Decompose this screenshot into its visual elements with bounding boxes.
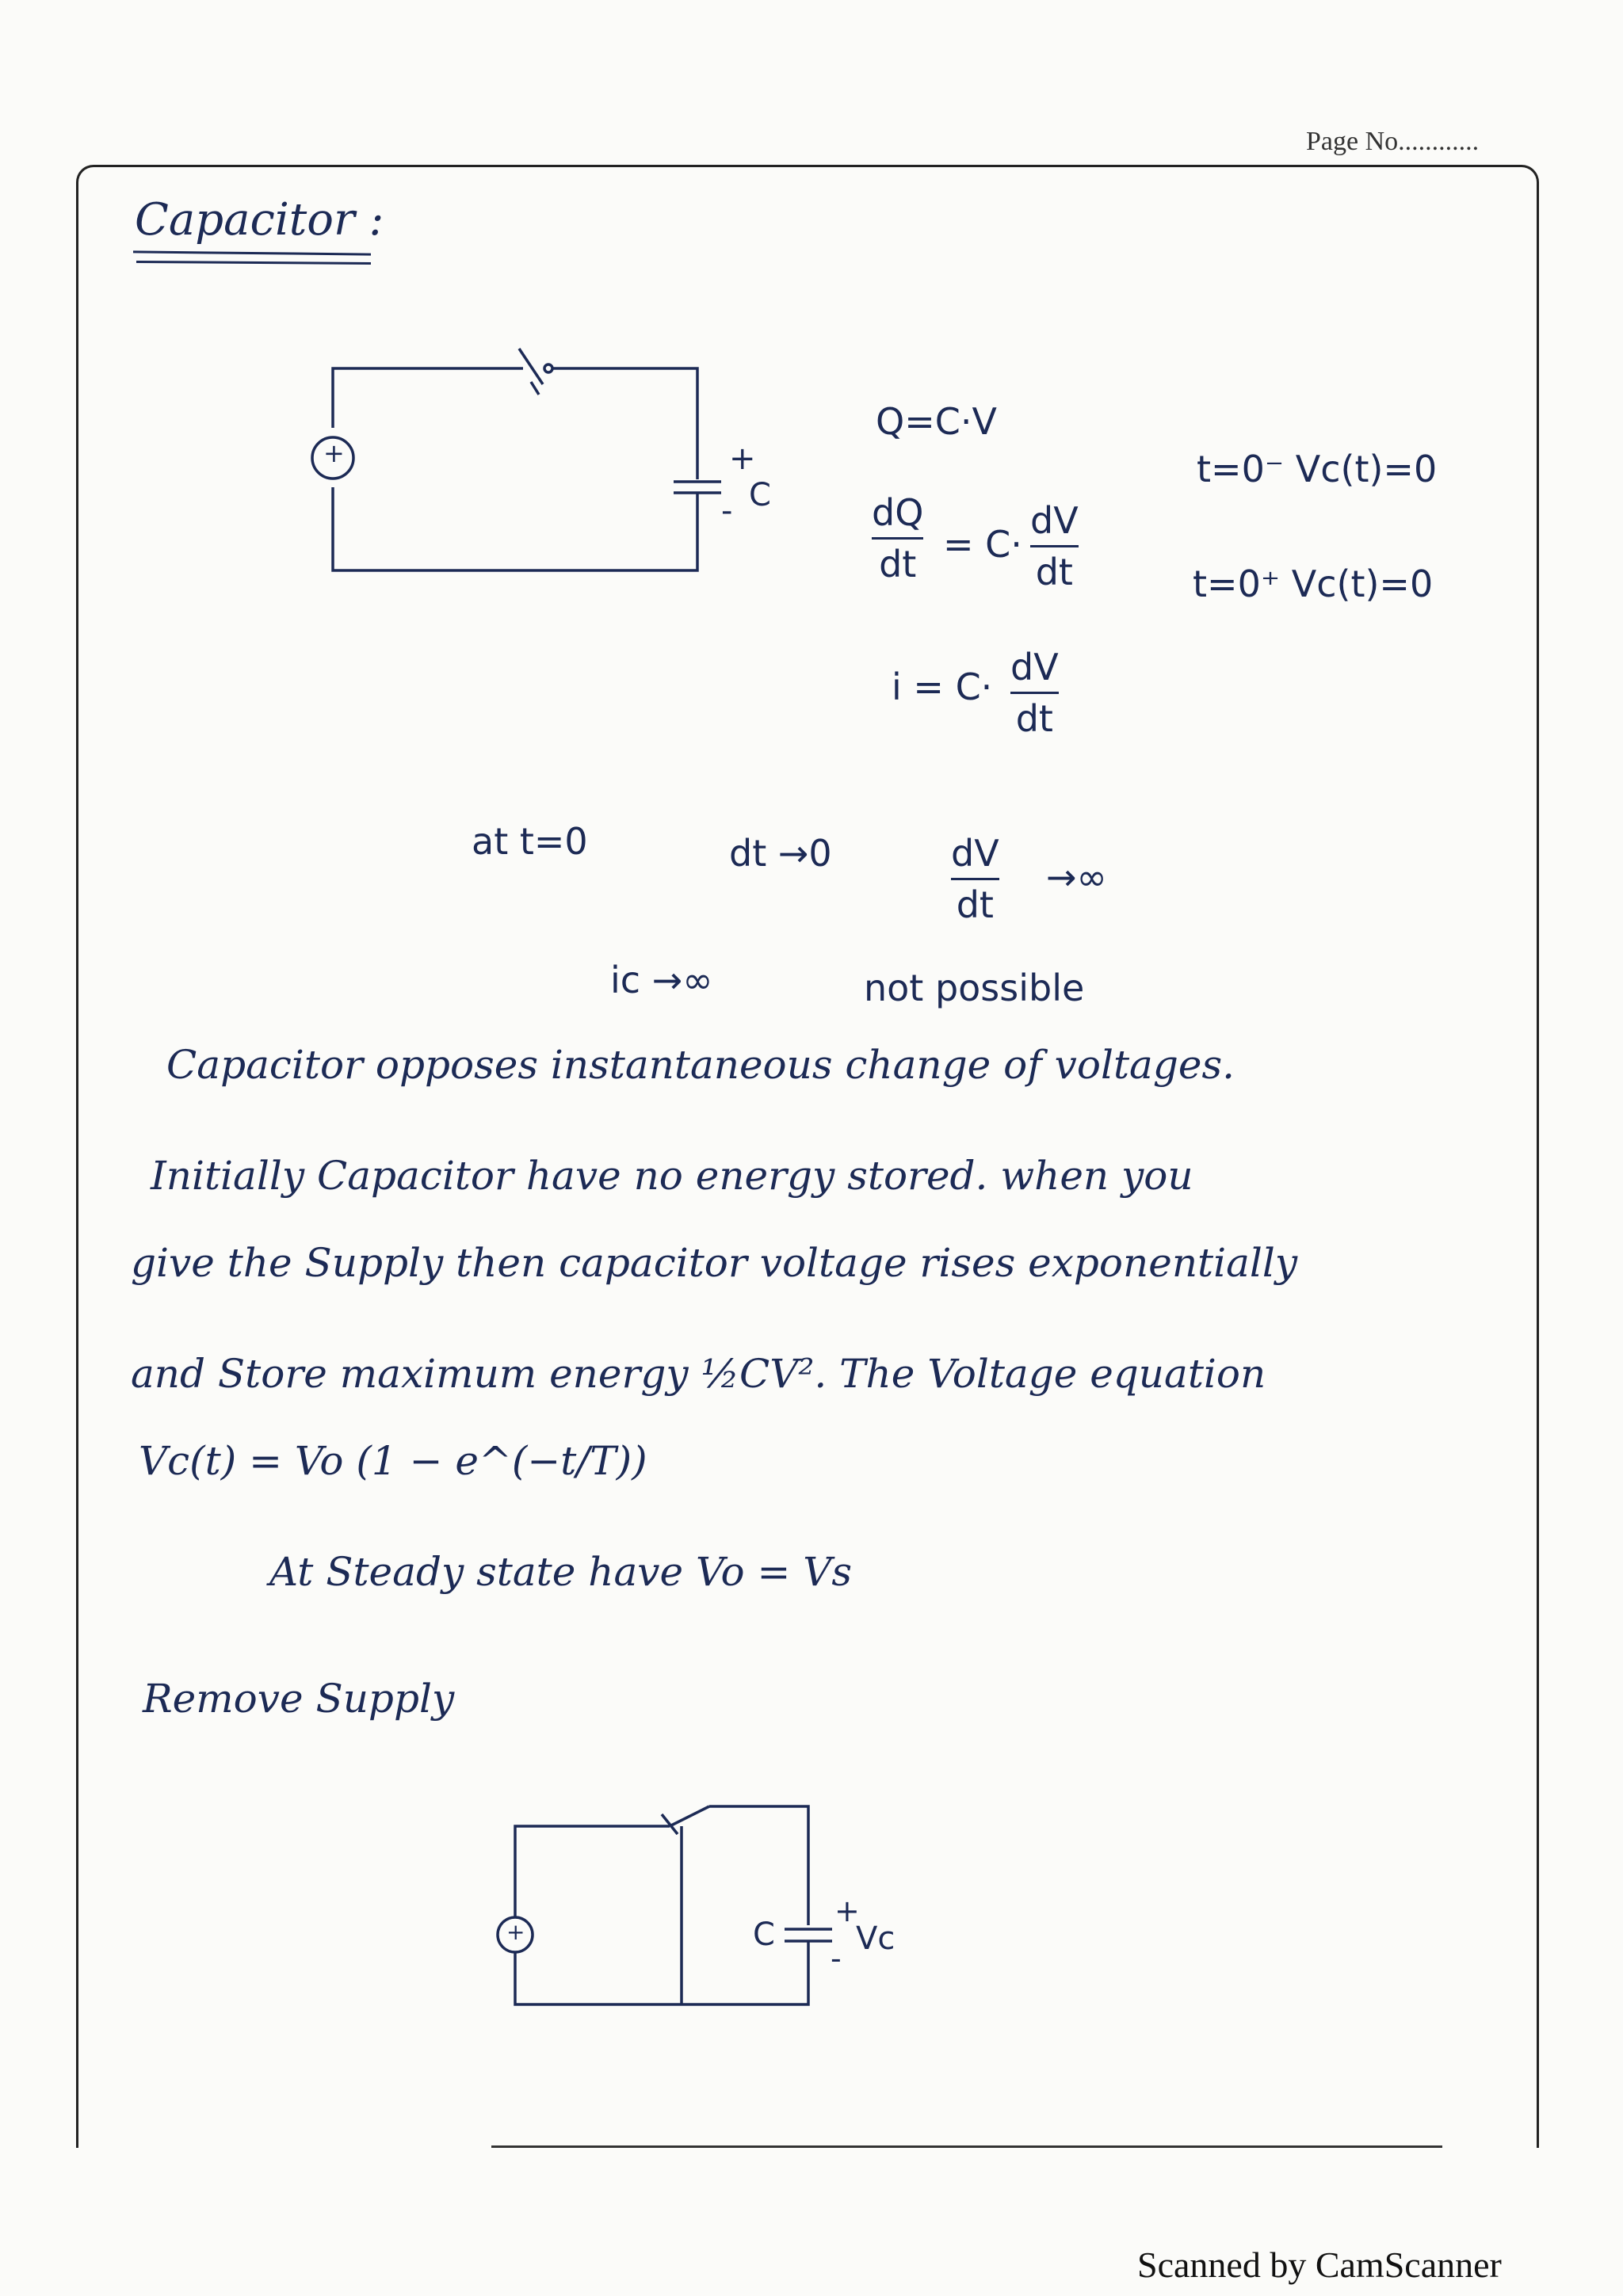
eq-ic-to-infinity: ic →∞ xyxy=(610,959,713,1001)
eq-t-zero-minus: t=0⁻ Vc(t)=0 xyxy=(1197,448,1438,490)
capacitor2-plus-label: + xyxy=(834,1894,860,1928)
switch2-arm xyxy=(670,1806,709,1826)
eq-equals-c: = C· xyxy=(943,523,1022,566)
page-number-label: Page No............ xyxy=(1306,127,1480,156)
paragraph-line-4: and Store maximum energy ½CV². The Voltage equation xyxy=(131,1351,1266,1397)
scanned-by-footer: Scanned by CamScanner xyxy=(1137,2245,1502,2285)
circuit-wire-top-right xyxy=(553,368,697,479)
switch-pivot-mark xyxy=(531,382,539,395)
frac-dv-denominator: dt xyxy=(1015,697,1053,740)
capacitor-plus-label: + xyxy=(729,441,756,477)
frac-dv-numerator: dV xyxy=(951,832,999,875)
eq-at-t-zero: at t=0 xyxy=(472,820,588,863)
eq-not-possible: not possible xyxy=(864,967,1085,1009)
capacitor2-c-label: C xyxy=(753,1917,775,1953)
frac-dv-numerator: dV xyxy=(1030,499,1079,542)
capacitor-c-label: C xyxy=(749,477,771,513)
paragraph-line-6: At Steady state have Vo = Vs xyxy=(269,1549,853,1595)
fraction-bar xyxy=(951,878,999,880)
eq-dt-to-zero: dt →0 xyxy=(729,832,832,875)
charging-circuit-diagram xyxy=(301,333,808,586)
frac-dv-dt-1 xyxy=(1030,499,1079,593)
frac-dq-dt xyxy=(872,491,923,585)
switch-arm xyxy=(519,349,543,384)
eq-i-equals-c: i = C· xyxy=(892,666,993,708)
frac-dv-dt-2 xyxy=(1010,646,1059,740)
source2-plus-sign: + xyxy=(506,1919,525,1945)
page-frame-bottom-line xyxy=(491,2145,1442,2148)
fraction-bar xyxy=(1010,692,1059,694)
paragraph-line-2: Initially Capacitor have no energy stored. when you xyxy=(151,1153,1193,1199)
frac-dv-denominator: dt xyxy=(1035,551,1073,593)
eq-tends-to-infinity: →∞ xyxy=(1046,856,1107,898)
page-title: Capacitor : xyxy=(135,194,384,246)
frac-dv-numerator: dV xyxy=(1010,646,1059,688)
capacitor-minus-label: - xyxy=(721,493,733,529)
switch-contact xyxy=(544,364,552,372)
discharge-circuit-diagram xyxy=(483,1806,927,2028)
fraction-bar xyxy=(872,537,923,540)
paragraph-line-5: Vc(t) = Vo (1 − e^(−t/T)) xyxy=(139,1438,647,1484)
frac-dq-numerator: dQ xyxy=(872,491,924,534)
circuit2-wire-top-left xyxy=(515,1826,670,1917)
circuit2-wire-top-right xyxy=(709,1806,808,1925)
capacitor2-minus-label: - xyxy=(831,1941,842,1976)
circuit-wire-bottom xyxy=(333,487,697,570)
paragraph-line-3: give the Supply then capacitor voltage rises exponentially xyxy=(131,1240,1298,1286)
capacitor2-vc-label: Vc xyxy=(856,1920,896,1957)
frac-dv-denominator: dt xyxy=(956,883,994,926)
eq-t-zero-plus: t=0⁺ Vc(t)=0 xyxy=(1193,563,1434,605)
eq-q-equals-cv: Q=C·V xyxy=(876,400,997,443)
fraction-bar xyxy=(1030,545,1079,547)
paragraph-line-1: Capacitor opposes instantaneous change of voltages. xyxy=(166,1042,1235,1088)
frac-dv-dt-3 xyxy=(951,832,999,926)
circuit-wire-top-left xyxy=(333,368,523,428)
remove-supply-heading: Remove Supply xyxy=(143,1676,455,1722)
source-plus-sign: + xyxy=(323,438,345,468)
frac-dq-denominator: dt xyxy=(879,543,917,585)
